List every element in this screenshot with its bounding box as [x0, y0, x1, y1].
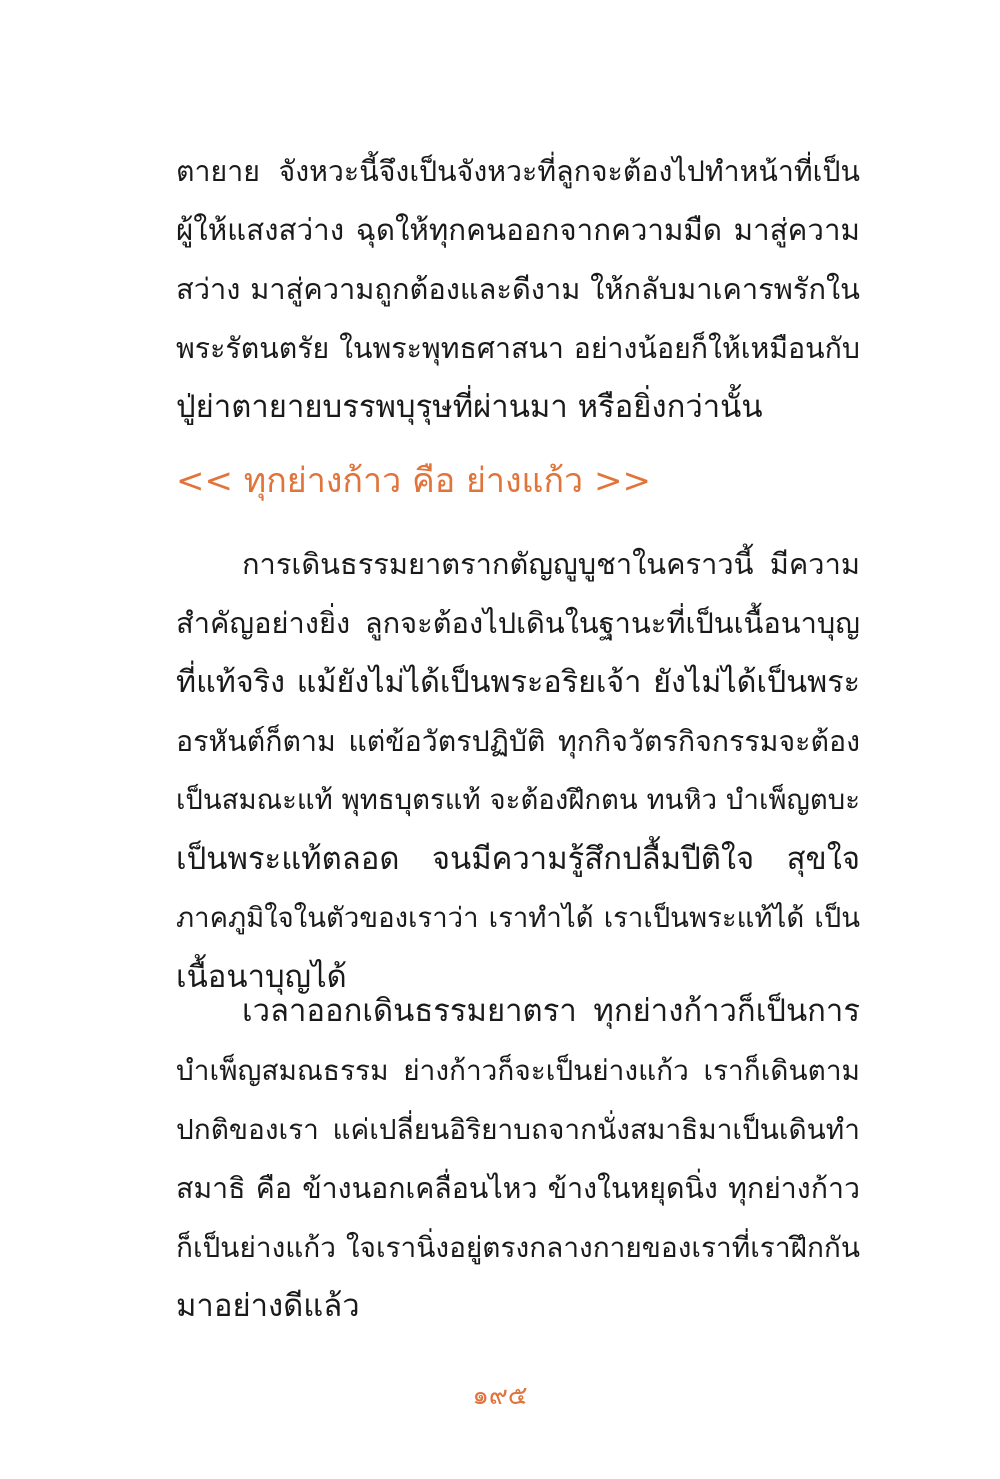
paragraph-line: สำคัญอย่างยิ่ง ลูกจะต้องไปเดินในฐานะที่เป็นเนื้อนาบุญ: [176, 606, 860, 640]
paragraph-line: การเดินธรรมยาตรากตัญญูบูชาในคราวนี้ มีความ: [242, 547, 860, 581]
paragraph-line: ก็เป็นย่างแก้ว ใจเรานิ่งอยู่ตรงกลางกายของเราที่เราฝึกกัน: [176, 1231, 860, 1264]
paragraph-line: สมาธิ คือ ข้างนอกเคลื่อนไหว ข้างในหยุดนิ่ง ทุกย่างก้าว: [176, 1172, 860, 1205]
page-number: ๑๙๕: [472, 1381, 528, 1411]
paragraph-line: ผู้ให้แสงสว่าง ฉุดให้ทุกคนออกจากความมืด มาสู่ความ: [176, 213, 860, 247]
paragraph-line: อรหันต์ก็ตาม แต่ข้อวัตรปฏิบัติ ทุกกิจวัตรกิจกรรมจะต้อง: [176, 725, 860, 758]
paragraph-line: ที่แท้จริง แม้ยังไม่ได้เป็นพระอริยเจ้า ยังไม่ได้เป็นพระ: [176, 665, 860, 700]
paragraph-line: ปกติของเรา แค่เปลี่ยนอิริยาบถจากนั่งสมาธิมาเป็นเดินทำ: [176, 1113, 860, 1146]
paragraph-line: บำเพ็ญสมณธรรม ย่างก้าวก็จะเป็นย่างแก้ว เราก็เดินตาม: [176, 1054, 860, 1087]
paragraph-line: เป็นสมณะแท้ พุทธบุตรแท้ จะต้องฝึกตน ทนหิว บำเพ็ญตบะ: [176, 784, 860, 816]
paragraph-3: [176, 982, 860, 1336]
paragraph-line: พระรัตนตรัย ในพระพุทธศาสนา อย่างน้อยก็ให้เหมือนกับ: [176, 332, 860, 365]
paragraph-1: [176, 142, 860, 437]
section-heading: << ทุกย่างก้าว คือ ย่างแก้ว >>: [176, 461, 651, 501]
paragraph-line: สว่าง มาสู่ความถูกต้องและดีงาม ให้กลับมาเคารพรักใน: [176, 272, 860, 306]
paragraph-line: เวลาออกเดินธรรมยาตรา ทุกย่างก้าวก็เป็นการ: [242, 993, 860, 1029]
paragraph-2: [176, 535, 860, 1007]
paragraph-line: เนื้อนาบุญได้: [176, 959, 347, 995]
paragraph-line: ตายาย จังหวะนี้จึงเป็นจังหวะที่ลูกจะต้องไปทำหน้าที่เป็น: [176, 155, 860, 188]
paragraph-line: ปู่ย่าตายายบรรพบุรุษที่ผ่านมา หรือยิ่งกว่านั้น: [176, 389, 763, 425]
paragraph-line: มาอย่างดีแล้ว: [176, 1288, 360, 1324]
paragraph-line: ภาคภูมิใจในตัวของเราว่า เราทำได้ เราเป็นพระแท้ได้ เป็น: [176, 902, 860, 934]
paragraph-line: เป็นพระแท้ตลอด จนมีความรู้สึกปลื้มปีติใจ สุขใจ: [176, 841, 860, 877]
